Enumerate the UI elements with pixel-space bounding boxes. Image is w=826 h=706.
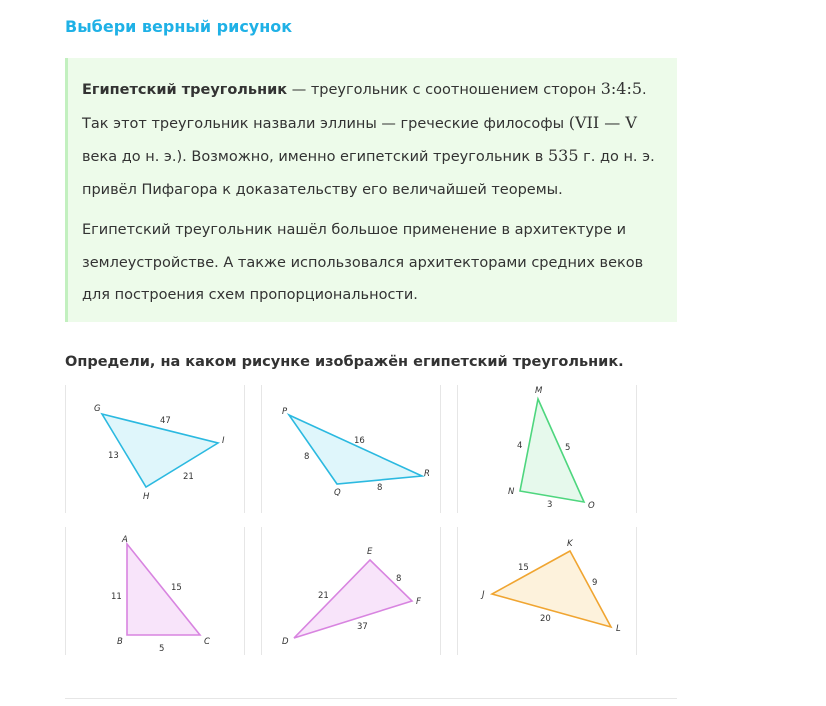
vertex-label: D	[282, 637, 289, 647]
side-label: 20	[540, 614, 551, 624]
side-label: 21	[183, 472, 194, 482]
vertex-label: E	[367, 547, 373, 557]
option-figure-abc[interactable]	[65, 527, 245, 655]
side-label: 4	[517, 441, 523, 451]
info-paragraph-2: Египетский треугольник нашёл большое применение в архитектуре и землеустройстве. А также использовался архитекторами средних веков для построения схем пропорциональности.	[82, 222, 644, 303]
info-text: века до н. э.). Возможно, именно египетский треугольник в	[82, 149, 548, 165]
vertex-label: H	[143, 492, 150, 502]
centuries-value: (VII — V	[568, 112, 637, 132]
term-egyptian-triangle: Египетский треугольник	[82, 82, 288, 98]
option-figure-ghi[interactable]	[65, 385, 245, 513]
triangle-mno	[458, 385, 638, 513]
option-figure-pqr[interactable]	[261, 385, 441, 513]
side-label: 8	[377, 483, 383, 493]
vertex-label: P	[282, 407, 288, 417]
option-figure-mno[interactable]	[457, 385, 637, 513]
vertex-label: Q	[334, 488, 341, 498]
triangle-pqr-shape	[289, 415, 422, 484]
vertex-label: N	[508, 487, 515, 497]
option-figure-def[interactable]	[261, 527, 441, 655]
side-label: 15	[518, 563, 529, 573]
side-label: 8	[396, 574, 402, 584]
vertex-label: M	[535, 386, 543, 396]
vertex-label: J	[482, 590, 485, 600]
task-title: Выбери верный рисунок	[65, 17, 293, 36]
vertex-label: A	[122, 535, 128, 545]
side-label: 3	[547, 500, 553, 510]
side-label: 8	[304, 452, 310, 462]
year-value: 535	[547, 146, 579, 165]
side-label: 5	[159, 644, 165, 654]
triangle-abc	[66, 527, 246, 655]
side-label: 21	[318, 591, 329, 601]
info-paragraph-1	[82, 73, 661, 206]
vertex-label: O	[588, 501, 595, 511]
triangle-pqr	[262, 385, 442, 513]
side-label: 5	[565, 443, 571, 453]
triangle-jkl	[458, 527, 638, 655]
vertex-label: F	[416, 597, 421, 607]
triangle-jkl-shape	[492, 551, 611, 627]
vertex-label: K	[567, 539, 573, 549]
side-label: 13	[108, 451, 119, 461]
side-label: 47	[160, 416, 171, 426]
divider	[65, 698, 677, 699]
vertex-label: L	[616, 624, 621, 634]
question-text: Определи, на каком рисунке изображён египетский треугольник.	[65, 354, 624, 370]
option-figure-jkl[interactable]	[457, 527, 637, 655]
vertex-label: C	[204, 637, 210, 647]
vertex-label: R	[424, 469, 430, 479]
ratio-value: 3:4:5	[600, 79, 643, 98]
triangle-def-shape	[294, 560, 412, 638]
triangle-ghi	[66, 385, 246, 513]
vertex-label: I	[222, 436, 225, 446]
side-label: 15	[171, 583, 182, 593]
info-text: . Так этот треугольник назвали эллины — греческие философы	[82, 82, 647, 132]
info-text: — треугольник с соотношением сторон	[287, 82, 601, 98]
triangle-abc-shape	[127, 544, 200, 635]
triangle-mno-shape	[520, 399, 584, 502]
vertex-label: B	[117, 637, 123, 647]
side-label: 37	[357, 622, 368, 632]
info-text: г. до н. э. привёл Пифагора к доказательству его величайшей теоремы.	[82, 149, 655, 198]
vertex-label: G	[94, 404, 101, 414]
side-label: 11	[111, 592, 122, 602]
triangle-def	[262, 527, 442, 655]
side-label: 9	[592, 578, 598, 588]
info-box	[65, 58, 677, 322]
side-label: 16	[354, 436, 365, 446]
